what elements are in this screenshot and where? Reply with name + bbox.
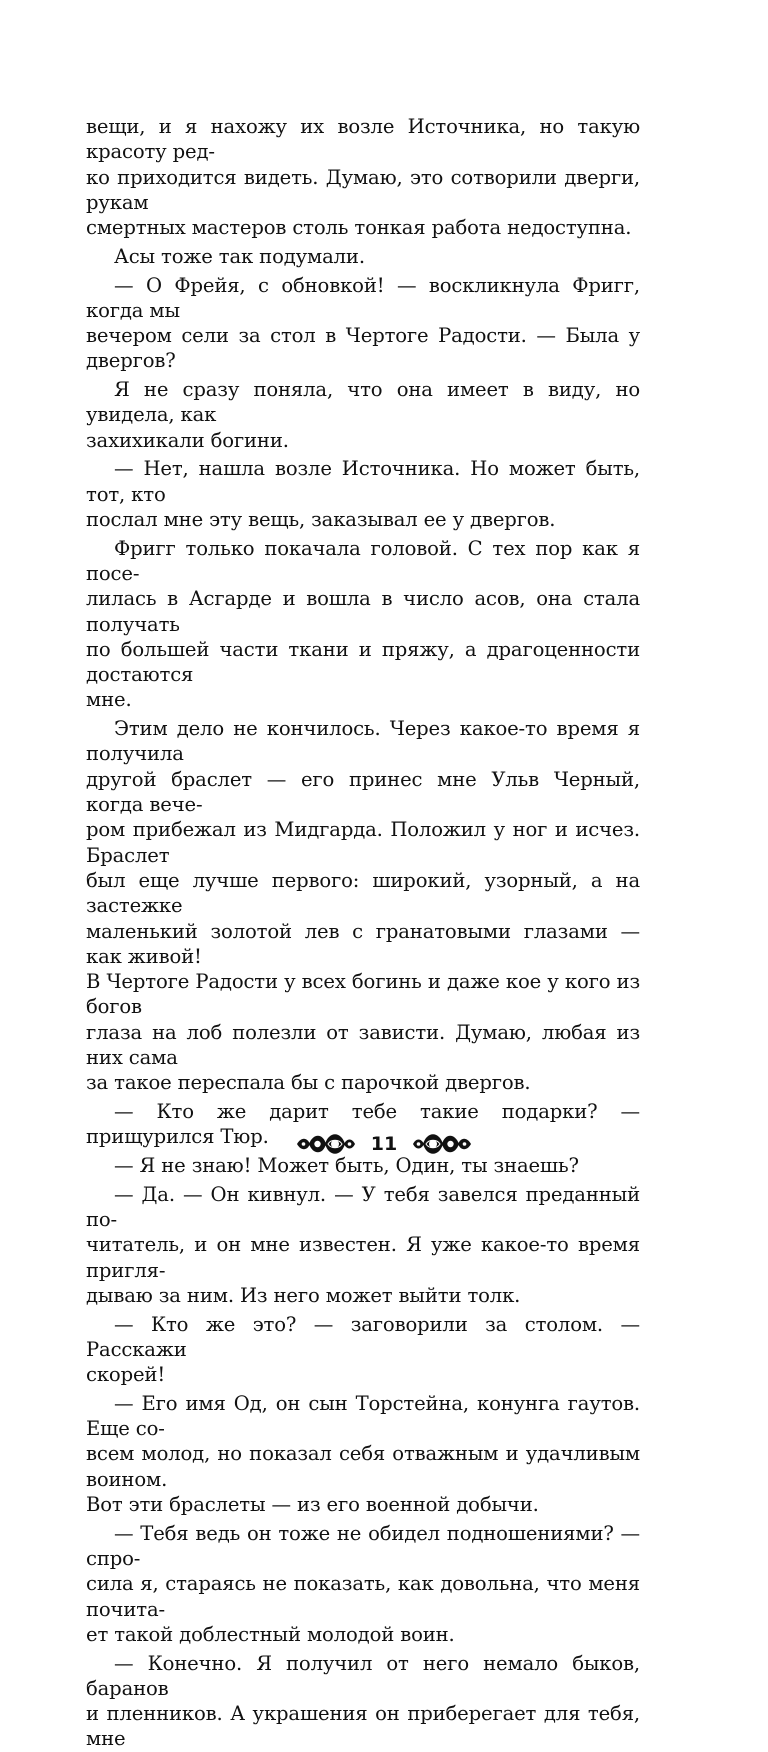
text-line: глаза на лоб полезли от зависти. Думаю, любая из них сама — [86, 1020, 640, 1070]
text-line: — Я не знаю! Может быть, Один, ты знаешь? — [114, 1154, 579, 1177]
left-ornament-icon — [295, 1129, 357, 1159]
text-line: ко приходится видеть. Думаю, это сотворили дверги, рукам — [86, 165, 640, 214]
text-line: сила я, стараясь не показать, как довольна, что меня почита- — [86, 1572, 640, 1621]
text-line: смертных мастеров столь тонкая работа недоступна. — [86, 216, 632, 240]
paragraph — [86, 1651, 640, 1752]
text-line: захихикали богини. — [86, 428, 289, 452]
text-line: Этим дело не кончилось. Через какое-то время я получила — [86, 717, 640, 766]
text-line: — О Фрейя, с обновкой! — воскликнула Фригг, когда мы — [86, 273, 640, 322]
text-line: за такое переспала бы с парочкой двергов. — [86, 1071, 531, 1095]
paragraph — [86, 536, 640, 713]
paragraph — [86, 377, 640, 453]
page-number: 11 — [370, 1133, 398, 1155]
text-line: ром прибежал из Мидгарда. Положил у ног и исчез. Браслет — [86, 818, 640, 867]
text-line: — Да. — Он кивнул. — У тебя завелся преданный по- — [86, 1182, 640, 1231]
text-line: вечером сели за стол в Чертоге Радости. — Была у двергов? — [86, 324, 640, 373]
text-line: Асы тоже так подумали. — [114, 244, 365, 268]
paragraph — [86, 1312, 640, 1388]
text-line: скорей! — [86, 1363, 166, 1387]
text-line: В Чертоге Радости у всех богинь и даже кое у кого из богов — [86, 970, 640, 1019]
paragraph — [86, 244, 640, 269]
text-line: лилась в Асгарде и вошла в число асов, она стала получать — [86, 587, 640, 636]
text-line: читатель, и он мне известен. Я уже какое-то время пригля- — [86, 1233, 640, 1282]
text-line: ет такой доблестный молодой воин. — [86, 1622, 455, 1646]
text-line: — Его имя Од, он сын Торстейна, конунга гаутов. Еще со- — [86, 1391, 640, 1441]
text-line: Фригг только покачала головой. С тех пор как я посе- — [86, 536, 640, 585]
text-line: Я не сразу поняла, что она имеет в виду, но увидела, как — [86, 378, 640, 427]
text-line: мне. — [86, 688, 132, 712]
paragraph — [86, 1521, 640, 1647]
paragraph — [86, 114, 640, 240]
text-line: — Конечно. Я получил от него немало быков, баранов — [86, 1651, 640, 1700]
text-line: и пленников. А украшения он приберегает для тебя, мне — [86, 1702, 640, 1751]
text-line: — Тебя ведь он тоже не обидел подношениями? — спро- — [86, 1521, 640, 1571]
text-line: другой браслет — его принес мне Ульв Черный, когда вече- — [86, 767, 640, 817]
paragraph — [86, 456, 640, 532]
text-line: вещи, и я нахожу их возле Источника, но такую красоту ред- — [86, 115, 640, 164]
paragraph — [86, 1182, 640, 1308]
right-ornament-icon — [411, 1129, 473, 1159]
text-line: — Кто же дарит тебе такие подарки? — прищурился Тюр. — [86, 1100, 640, 1149]
text-line: — Нет, нашла возле Источника. Но может быть, тот, кто — [86, 457, 640, 506]
text-line: Вот эти браслеты — из его военной добычи. — [86, 1493, 539, 1517]
paragraph — [86, 1391, 640, 1517]
text-line: послал мне эту вещь, заказывал ее у двергов. — [86, 508, 556, 532]
text-line: — Кто же это? — заговорили за столом. — Расскажи — [86, 1312, 640, 1361]
body-text — [86, 114, 640, 1752]
paragraph — [86, 273, 640, 374]
text-line: по большей части ткани и пряжу, а драгоценности достаются — [86, 637, 640, 687]
text-line: маленький золотой лев с гранатовыми глазами — как живой! — [86, 919, 640, 968]
text-line: был еще лучше первого: широкий, узорный, а на застежке — [86, 868, 640, 918]
text-line: всем молод, но показал себя отважным и удачливым воином. — [86, 1442, 640, 1491]
page-footer — [0, 1124, 768, 1164]
paragraph — [86, 716, 640, 1095]
text-line: дываю за ним. Из него может выйти толк. — [86, 1283, 521, 1307]
